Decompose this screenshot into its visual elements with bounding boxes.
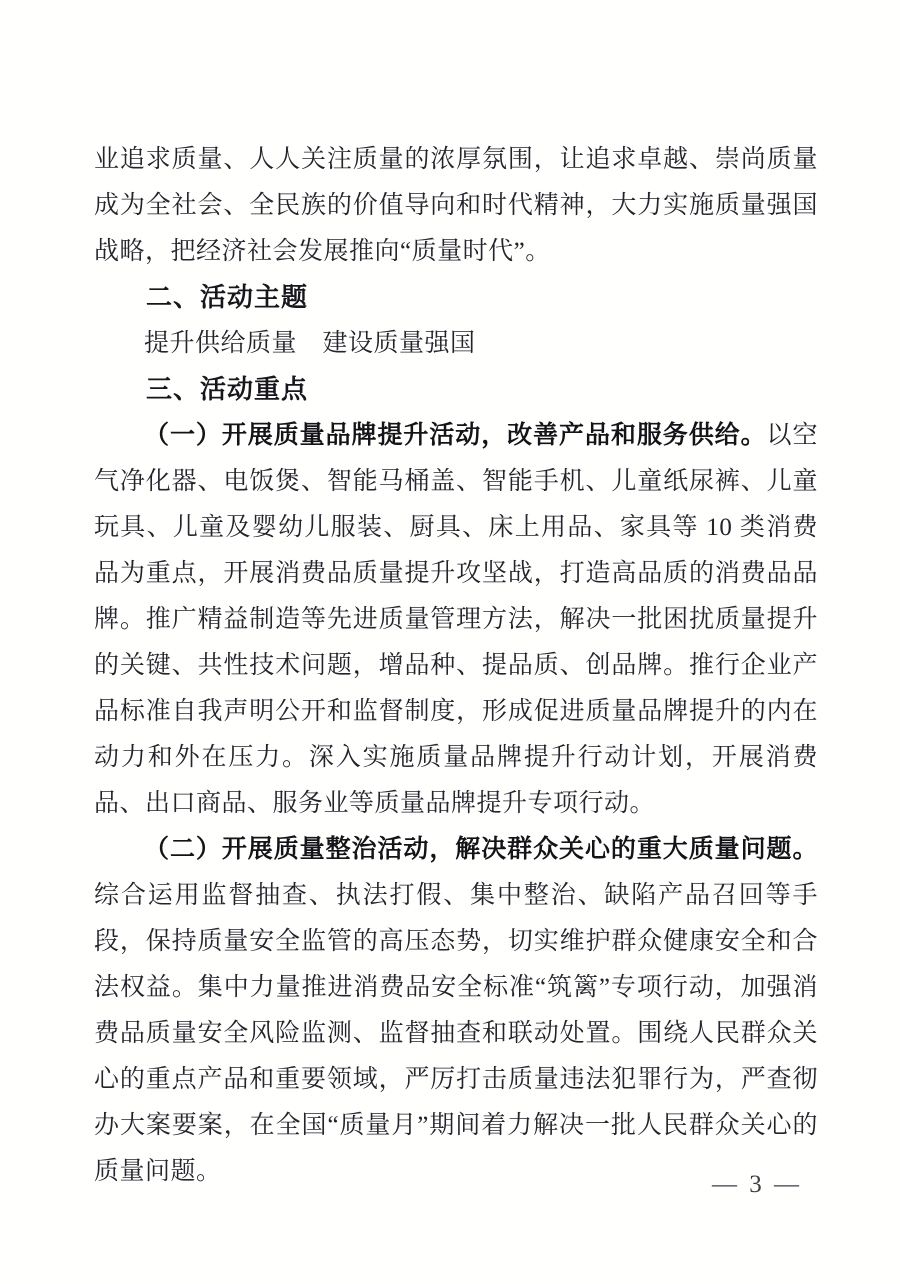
section-heading-activity-focus: 三、活动重点 <box>146 375 309 405</box>
section-heading-activity-theme: 二、活动主题 <box>146 283 309 313</box>
page-number: — 3 — <box>712 1171 802 1198</box>
focus-item-2-lead: （二）开展质量整治活动，解决群众关心的重大质量问题。 <box>144 836 818 863</box>
paragraph-continuation: 业追求质量、人人关注质量的浓厚氛围，让追求卓越、崇尚质量成为全社会、全民族的价值导向和时代精神，大力实施质量强国战略，把经济社会发展推向“质量时代”。 <box>94 146 818 265</box>
document-body <box>94 137 818 1195</box>
focus-item-1-lead: （一）开展质量品牌提升活动，改善产品和服务供给。 <box>144 422 767 449</box>
focus-item-1-text: 以空气净化器、电饭煲、智能马桶盖、智能手机、儿童纸尿裤、儿童玩具、儿童及婴幼儿服装、厨具、床上用品、家具等 10 类消费品为重点，开展消费品质量提升攻坚战，打造高品质的消费品品牌。推广精益制造等先进质量管理方法，解决一批困扰质量提升的关键、共性技术问题，增品种、提品质、创品牌。推行企业产品标准自我声明公开和监督制度，形成促进质量品牌提升的内在动力和外在压力。深入实施质量品牌提升行动计划，开展消费品、出口商品、服务业等质量品牌提升专项行动。 <box>94 422 818 817</box>
focus-item-1-paragraph <box>94 413 818 827</box>
focus-item-2-paragraph <box>94 827 818 1195</box>
activity-theme-line: 提升供给质量 建设质量强国 <box>144 330 476 357</box>
focus-item-2-text: 综合运用监督抽查、执法打假、集中整治、缺陷产品召回等手段，保持质量安全监管的高压态势，切实维护群众健康安全和合法权益。集中力量推进消费品安全标准“筑篱”专项行动，加强消费品质量安全风险监测、监督抽查和联动处置。围绕人民群众关心的重点产品和重要领域，严厉打击质量违法犯罪行为，严查彻办大案要案，在全国“质量月”期间着力解决一批人民群众关心的质量问题。 <box>94 882 818 1185</box>
